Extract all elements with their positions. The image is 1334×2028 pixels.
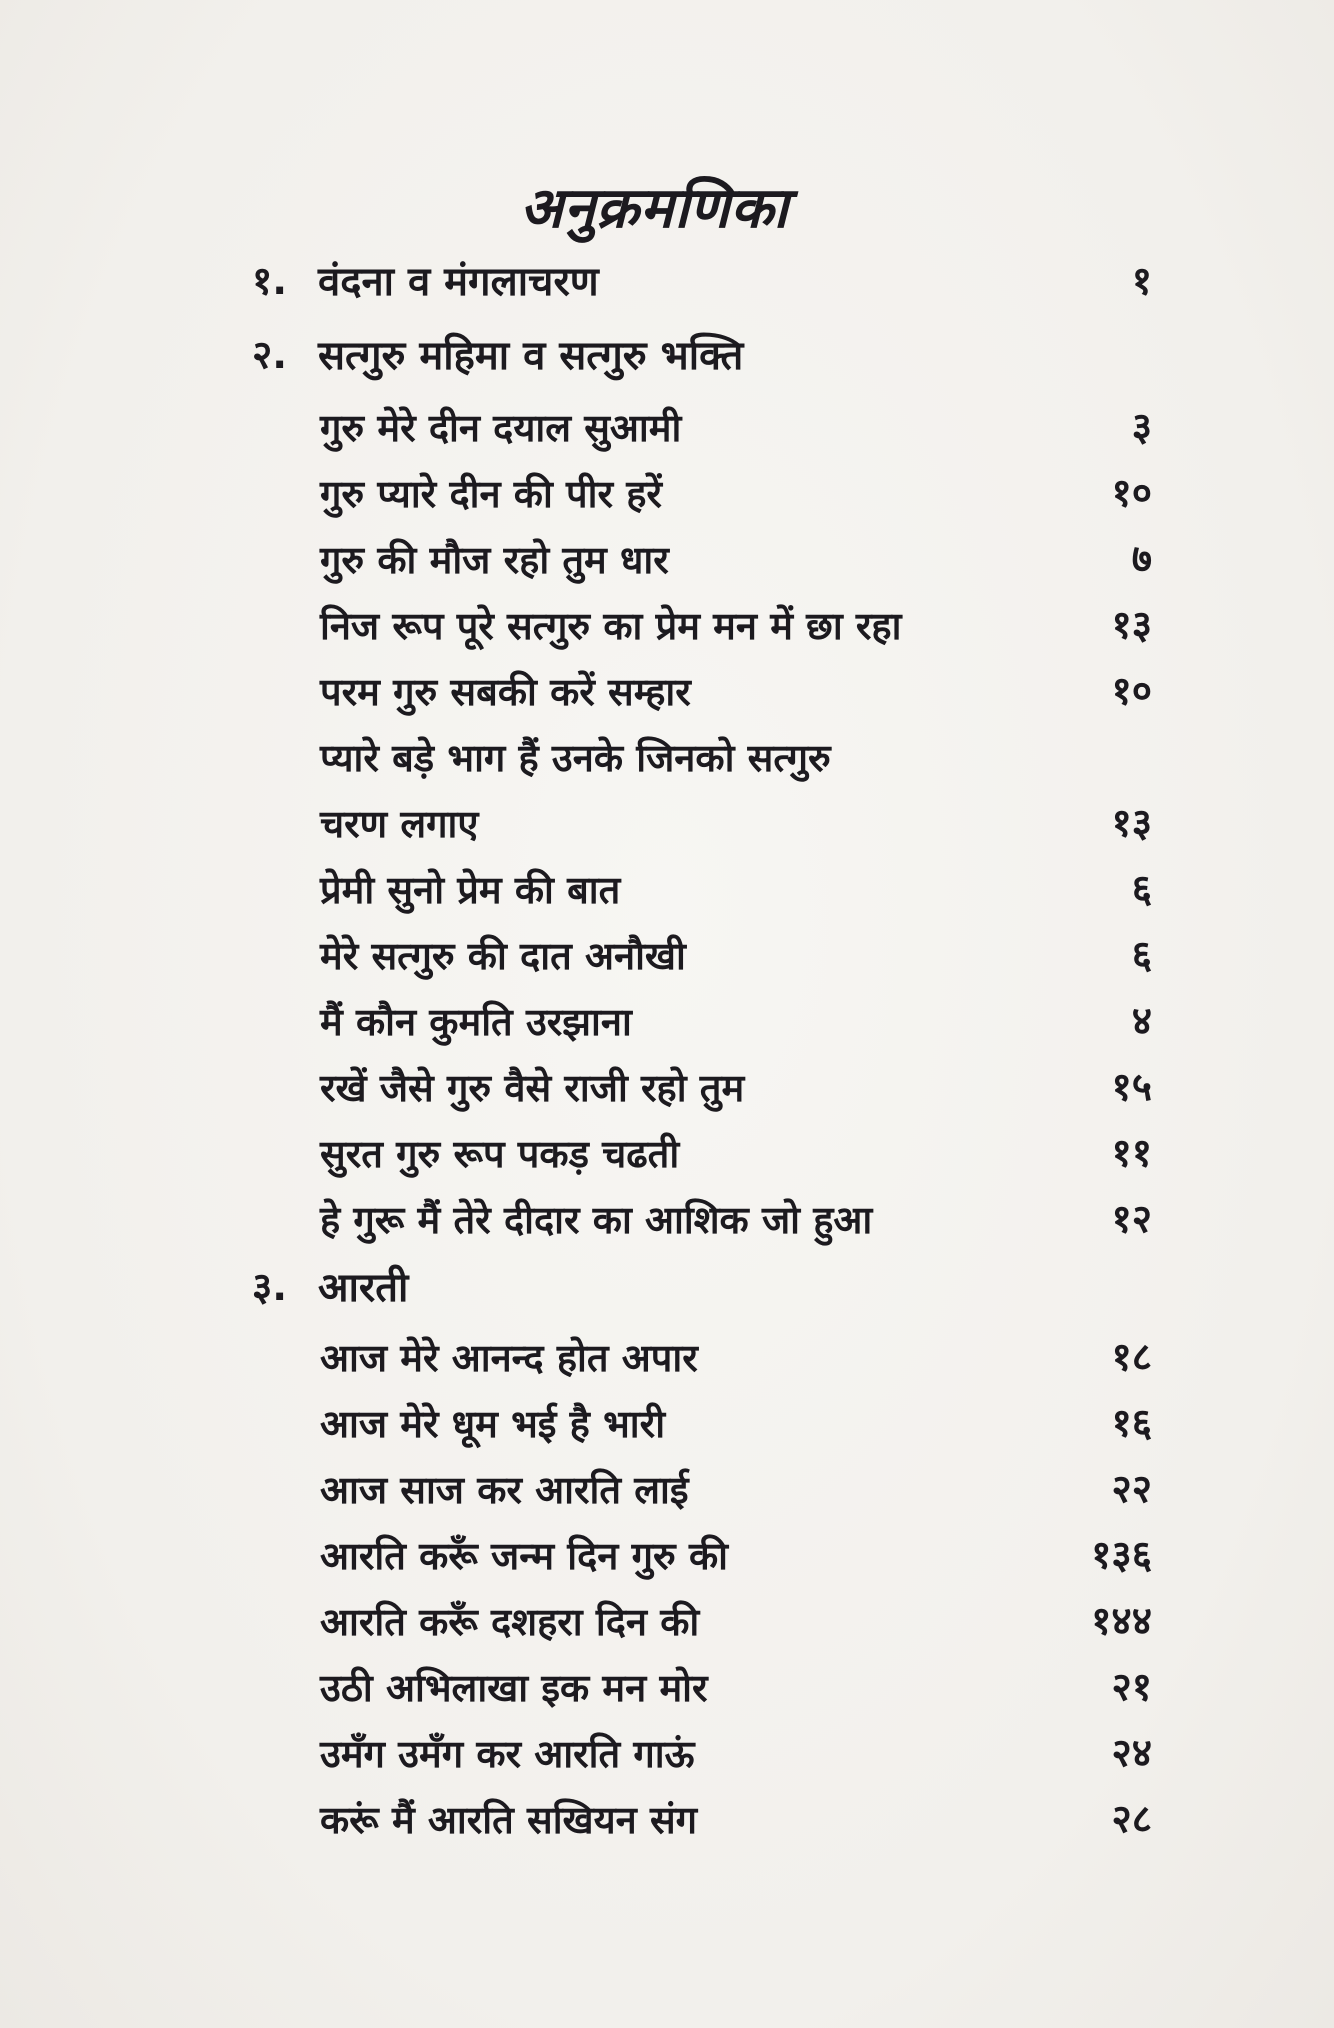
entry-title: गुरु की मौज रहो तुम धार — [320, 538, 669, 582]
entry-title: मैं कौन कुमति उरझाना — [320, 1000, 632, 1044]
toc-entry — [0, 1328, 1334, 1388]
toc-entry — [0, 728, 1334, 788]
page-number: १४४ — [1091, 1599, 1152, 1644]
toc-entry — [0, 398, 1334, 458]
page-number: १५ — [1111, 1065, 1152, 1110]
entry-title: उठी अभिलाखा इक मन मोर — [320, 1666, 708, 1710]
toc-entry — [0, 1724, 1334, 1784]
page-number: ३ — [1131, 405, 1152, 450]
entry-title: उमँग उमँग कर आरति गाऊं — [320, 1732, 695, 1776]
page-number: २१ — [1111, 1665, 1152, 1710]
entry-title: सुरत गुरु रूप पकड़ चढती — [320, 1132, 680, 1176]
entry-title: आरति करूँ दशहरा दिन की — [320, 1600, 700, 1644]
page-title: अनुक्रमणिका — [520, 176, 789, 241]
page-number: १३ — [1111, 801, 1152, 846]
page-number: ४ — [1131, 999, 1152, 1044]
section-title: सत्गुरु महिमा व सत्गुरु भक्ति — [318, 333, 744, 379]
page-number: १३ — [1111, 603, 1152, 648]
entry-title: आज साज कर आरति लाई — [320, 1468, 689, 1512]
entry-title: आज मेरे धूम भई है भारी — [320, 1402, 666, 1446]
toc-entry — [0, 1190, 1334, 1250]
entry-title: हे गुरू मैं तेरे दीदार का आशिक जो हुआ — [320, 1198, 873, 1242]
entry-title: प्रेमी सुनो प्रेम की बात — [320, 868, 621, 912]
page-number: १८ — [1111, 1335, 1152, 1380]
page-number: १२ — [1111, 1197, 1152, 1242]
toc-entry — [0, 926, 1334, 986]
entry-title: प्यारे बड़े भाग हैं उनके जिनको सत्गुरु — [320, 736, 831, 780]
page-number: १० — [1111, 669, 1152, 714]
toc-section-3 — [0, 1258, 1334, 1318]
entry-title: आरति करूँ जन्म दिन गुरु की — [320, 1534, 728, 1578]
page-number: ११ — [1111, 1131, 1152, 1176]
entry-title: करूं मैं आरति सखियन संग — [320, 1798, 698, 1842]
page-number: २४ — [1111, 1731, 1152, 1776]
section-number: १. — [252, 259, 288, 304]
toc-entry — [0, 794, 1334, 854]
page-number: ६ — [1131, 867, 1152, 912]
page-number: ७ — [1131, 537, 1152, 582]
toc-entry — [0, 992, 1334, 1052]
page-number: १० — [1111, 471, 1152, 516]
page-number: २८ — [1111, 1797, 1152, 1842]
toc-entry — [0, 860, 1334, 920]
toc-entry — [0, 1790, 1334, 1850]
page-number: २२ — [1111, 1467, 1152, 1512]
page-number: १३६ — [1091, 1533, 1152, 1578]
toc-entry — [0, 1394, 1334, 1454]
toc-entry — [0, 1526, 1334, 1586]
toc-entry — [0, 1124, 1334, 1184]
entry-title: परम गुरु सबकी करें सम्हार — [320, 670, 691, 714]
toc-entry — [0, 1592, 1334, 1652]
section-title: आरती — [318, 1265, 409, 1311]
toc-entry — [0, 464, 1334, 524]
page-number: १ — [1131, 259, 1152, 304]
section-title: वंदना व मंगलाचरण — [318, 259, 599, 305]
entry-title: रखें जैसे गुरु वैसे राजी रहो तुम — [320, 1066, 745, 1110]
entry-title: आज मेरे आनन्द होत अपार — [320, 1336, 698, 1380]
page-number: ६ — [1131, 933, 1152, 978]
entry-title: निज रूप पूरे सत्गुरु का प्रेम मन में छा रहा — [320, 604, 902, 648]
toc-entry — [0, 1460, 1334, 1520]
entry-title: मेरे सत्गुरु की दात अनौखी — [320, 934, 686, 978]
section-number: ३. — [252, 1265, 288, 1310]
toc-entry — [0, 1658, 1334, 1718]
entry-title: चरण लगाए — [320, 802, 479, 846]
entry-title: गुरु मेरे दीन दयाल सुआमी — [320, 406, 682, 450]
toc-entry — [0, 662, 1334, 722]
page-number: १६ — [1111, 1401, 1152, 1446]
toc-section-1 — [0, 252, 1334, 312]
toc-entry — [0, 596, 1334, 656]
toc-entry — [0, 530, 1334, 590]
section-number: २. — [252, 333, 288, 378]
toc-entry — [0, 1058, 1334, 1118]
entry-title: गुरु प्यारे दीन की पीर हरें — [320, 472, 662, 516]
toc-section-2 — [0, 326, 1334, 386]
